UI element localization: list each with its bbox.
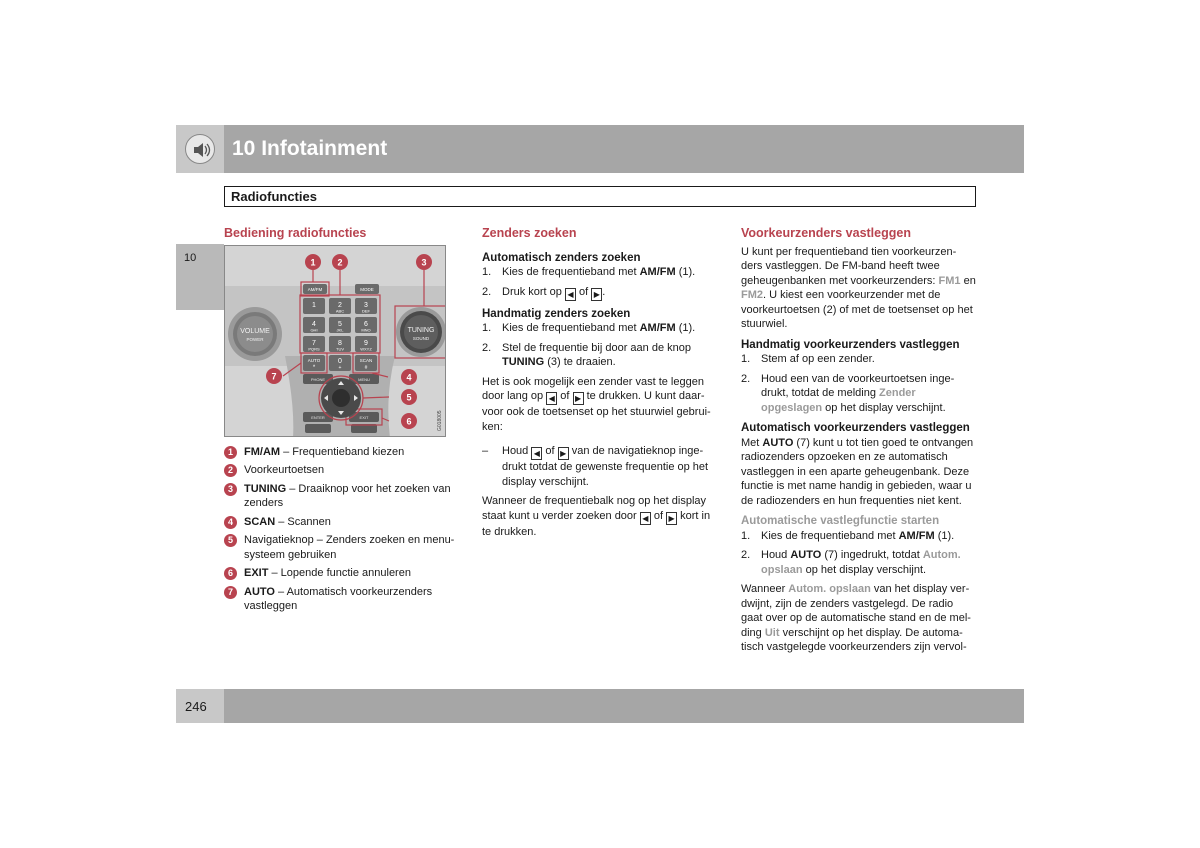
- callout-4: 4: [406, 372, 412, 382]
- key-7-sub: PQRS: [308, 346, 320, 351]
- legend-badge: 7: [224, 586, 237, 599]
- callout-6: 6: [406, 416, 412, 426]
- step: 1. Kies de frequentieband met AM/FM (1).: [482, 266, 696, 278]
- callout-7: 7: [271, 371, 277, 381]
- seek-right-icon: ▶: [573, 392, 584, 405]
- key-3: 3: [364, 301, 368, 309]
- legend-badge: 4: [224, 516, 237, 529]
- key-enter: ENTER: [311, 414, 325, 420]
- key-auto: AUTO: [307, 357, 321, 363]
- figure-code: G018005: [437, 409, 443, 431]
- step: 2. Houd een van de voorkeurtoetsen inge-drukt, totdat de melding Zender opgeslagen op het display verschijnt.: [741, 372, 955, 414]
- seek-right-icon: ▶: [591, 288, 602, 301]
- key-8: 8: [338, 339, 342, 347]
- step: 1. Kies de frequentieband met AM/FM (1).: [482, 322, 696, 334]
- key-4-sub: GHI: [310, 327, 318, 332]
- legend-text: – Frequentieband kiezen: [280, 445, 405, 458]
- key-6: 6: [364, 320, 368, 328]
- seek-left-icon: ◀: [565, 288, 576, 301]
- paragraph: Wanneer Autom. opslaan van het display ver-dwijnt, zijn de zenders vastgelegd. De radio gaat over op de automatische stand en de mel-ding Uit verschijnt op het display. De automa-tisch vastgelegde voorkeurzenders zijn vervol-: [741, 583, 971, 653]
- key-7: 7: [312, 339, 316, 347]
- paragraph: Het is ook mogelijk een zender vast te leggen door lang op ◀ of ▶ te drukken. U kunt daar-voor ook de toetsenset op het stuurwiel gebrui-ken:: [482, 375, 711, 433]
- radio-panel-figure: [224, 245, 446, 437]
- key-mode: MODE: [360, 286, 374, 292]
- legend-item: [224, 463, 460, 478]
- key-auto-symbol: *: [312, 364, 316, 371]
- key-1: 1: [312, 301, 316, 309]
- legend-text: – Automatisch voorkeurzenders vastleggen: [244, 585, 433, 612]
- section-title: Radiofuncties: [231, 189, 317, 204]
- key-phone: PHONE: [310, 376, 326, 382]
- legend-text: Voorkeurtoetsen: [244, 464, 325, 476]
- paragraph: Met AUTO (7) kunt u tot tien goed te ontvangen radiozenders opzoeken en ze automatisch vastleggen in een aparte geheugenbank. Deze functie is met name handig in gebieden, waar u de radiozenders en hun frequenties niet kent.: [741, 436, 974, 507]
- step: 2. Houd AUTO (7) ingedrukt, totdat Autom. opslaan op het display verschijnt.: [741, 549, 961, 576]
- subheading-handmatig: Handmatig zenders zoeken: [482, 307, 631, 320]
- tuning-label: TUNING: [407, 326, 435, 334]
- key-2: 2: [338, 301, 342, 309]
- dash-item: – Houd ◀ of ▶ van de navigatieknop inge-drukt totdat de gewenste frequentie op het display verschijnt.: [482, 445, 709, 488]
- legend-text: Navigatieknop – Zenders zoeken en menu-systeem gebruiken: [244, 534, 455, 561]
- volume-knob: [228, 307, 282, 361]
- key-2-sub: ABC: [335, 308, 345, 313]
- seek-left-icon: ◀: [531, 447, 542, 460]
- heading-zenders-zoeken: Zenders zoeken: [482, 226, 577, 240]
- callout-3: 3: [421, 257, 427, 267]
- legend-badge: 1: [224, 446, 237, 459]
- column-zenders-zoeken: [482, 226, 718, 545]
- power-label: POWER: [246, 336, 264, 342]
- key-exit: EXIT: [359, 414, 369, 420]
- legend-key: EXIT: [244, 567, 269, 579]
- section-title-box: [224, 186, 976, 207]
- chapter-icon-box: [176, 125, 224, 173]
- heading-voorkeurzenders: Voorkeurzenders vastleggen: [741, 226, 911, 240]
- key-6-sub: MNO: [361, 327, 371, 332]
- side-tab-number: 10: [184, 252, 197, 264]
- subheading-vastlegfunctie-starten: Automatische vastlegfunctie starten: [741, 515, 940, 527]
- column-voorkeurzenders: [741, 226, 977, 661]
- callout-1: 1: [310, 257, 316, 267]
- key-9: 9: [364, 339, 368, 347]
- paragraph: U kunt per frequentieband tien voorkeurzen-ders vastleggen. De FM-band heeft twee geheugenbanken met voorkeurzenders: FM1 en FM2. U kiest een voorkeurzender met de voorkeurtoetsen (2) of met de toetsenset op het stuurwiel.: [741, 245, 976, 330]
- step: 2. Druk kort op ◀ of ▶ .: [482, 285, 606, 299]
- footer-bar: [224, 689, 1024, 723]
- navigation-knob: [319, 376, 363, 420]
- key-8-sub: TUV: [336, 346, 344, 351]
- subheading-automatisch-vastleggen: Automatisch voorkeurzenders vastleggen: [741, 422, 970, 434]
- chapter-side-tab: [176, 244, 224, 310]
- legend-key: TUNING: [244, 482, 287, 495]
- legend-text: – Draaiknop voor het zoeken van zenders: [244, 482, 451, 509]
- seek-right-icon: ▶: [558, 447, 569, 460]
- seek-left-icon: ◀: [546, 392, 557, 405]
- legend-badge: 5: [224, 534, 237, 547]
- subheading-handmatig-vastleggen: Handmatig voorkeurzenders vastleggen: [741, 338, 960, 351]
- legend-item: [224, 533, 460, 562]
- key-5-sub: JKL: [336, 327, 344, 332]
- seek-left-icon: ◀: [640, 512, 651, 525]
- step: 2. Stel de frequentie bij door aan de knop TUNING (3) te draaien.: [482, 341, 691, 368]
- page-number-box: [176, 689, 224, 723]
- volume-label: VOLUME: [240, 327, 270, 335]
- legend-item: [224, 566, 460, 581]
- legend-badge: 3: [224, 483, 237, 496]
- key-scan: SCAN: [359, 357, 373, 363]
- page-number: 246: [185, 699, 207, 714]
- key-0-sub: +: [338, 364, 342, 371]
- legend-key: FM/AM: [244, 445, 281, 458]
- legend-key: SCAN: [244, 515, 276, 528]
- legend-text: – Scannen: [275, 515, 331, 528]
- legend-item: [224, 482, 460, 511]
- sound-label: SOUND: [412, 335, 430, 341]
- key-menu: MENU: [358, 376, 370, 382]
- paragraph: Wanneer de frequentiebalk nog op het display staat kunt u verder zoeken door ◀ of ▶ kort in te drukken.: [482, 495, 711, 538]
- legend-badge: 2: [224, 464, 237, 477]
- column-radio-controls: [224, 226, 460, 618]
- speaker-icon: [185, 134, 215, 164]
- key-4: 4: [312, 320, 316, 328]
- key-9-sub: WXYZ: [360, 346, 372, 351]
- legend-item: [224, 515, 460, 530]
- key-scan-symbol: #: [364, 364, 368, 371]
- legend-item: [224, 445, 460, 460]
- legend-key: AUTO: [244, 585, 275, 598]
- legend-item: [224, 585, 460, 614]
- step: 1. Kies de frequentieband met AM/FM (1).: [741, 529, 955, 542]
- callout-2: 2: [337, 257, 343, 267]
- heading-bediening: Bediening radiofuncties: [224, 226, 367, 240]
- legend-text: – Lopende functie annuleren: [268, 567, 411, 579]
- callout-5: 5: [406, 392, 412, 402]
- chapter-title: 10 Infotainment: [232, 137, 388, 160]
- seek-right-icon: ▶: [666, 512, 677, 525]
- subheading-automatisch: Automatisch zenders zoeken: [482, 251, 641, 264]
- key-0: 0: [338, 357, 342, 365]
- step: 1. Stem af op een zender.: [741, 353, 875, 365]
- key-5: 5: [338, 320, 342, 328]
- key-3-sub: DEF: [362, 308, 370, 313]
- figure-legend: [224, 445, 460, 614]
- legend-badge: 6: [224, 567, 237, 580]
- key-amfm: AM/FM: [307, 286, 323, 292]
